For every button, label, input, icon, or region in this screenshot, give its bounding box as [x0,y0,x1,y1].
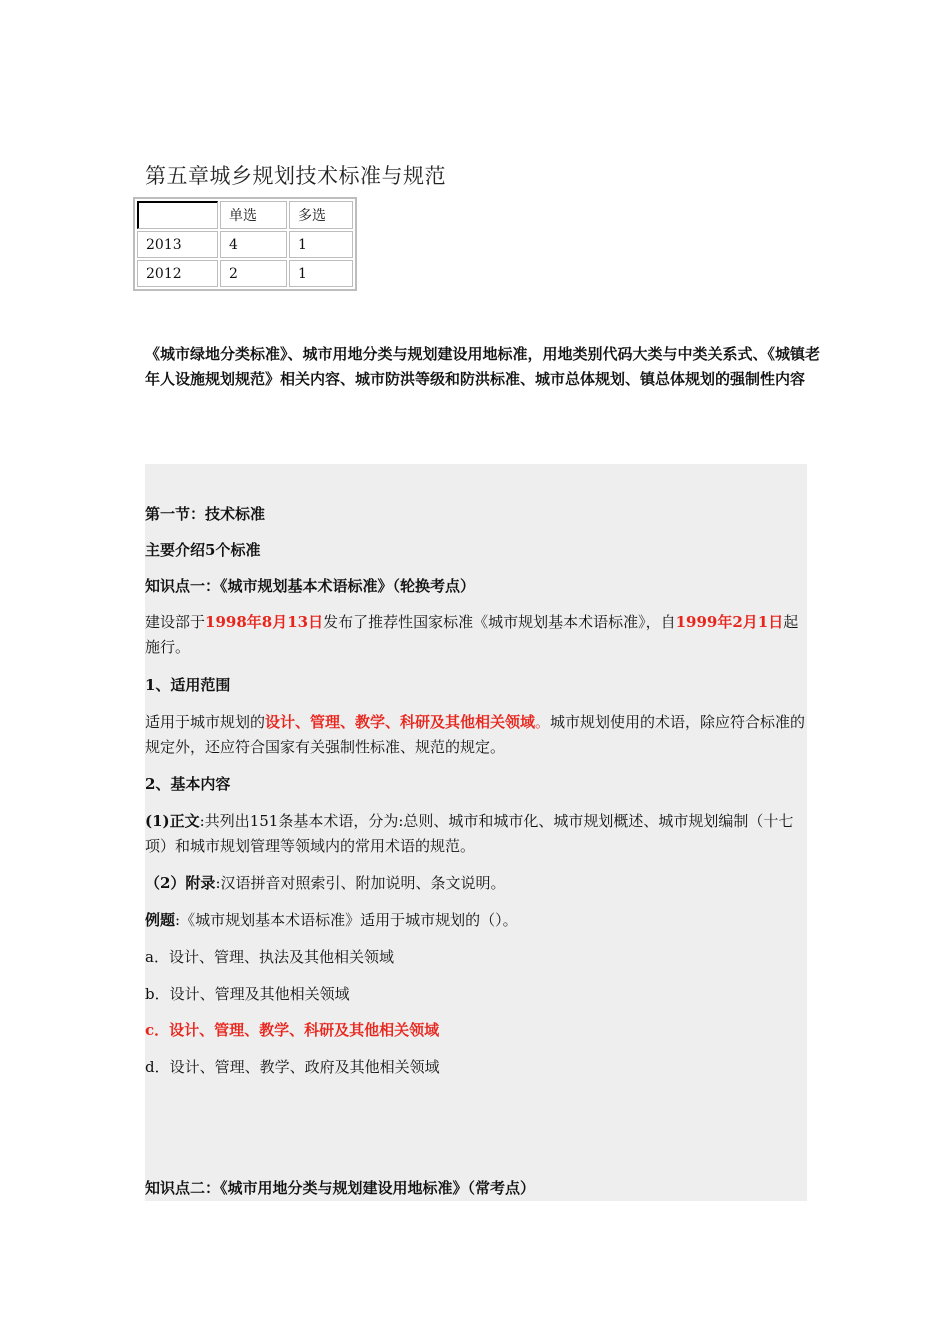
heading-content: 2、基本内容 [145,775,231,793]
header-single-choice: 单选 [220,201,287,229]
p4-text: :汉语拼音对照索引、附加说明、条文说明。 [215,874,506,892]
table-header-row [137,201,353,229]
paragraph-main-text [145,809,807,859]
table-row [137,260,353,287]
paragraph-issue-date [145,610,807,660]
knowledge-point-1: 知识点一：《城市规划基本术语标准》（轮换考点） [145,577,476,595]
row-single-count: 2 [220,260,287,287]
content-panel [145,464,807,1201]
p2-scope-fields: 设计、管理、教学、科研及其他相关领域 [265,713,536,731]
option-d: d．设计、管理、教学、政府及其他相关领域 [145,1058,440,1076]
p1-text-b: 发布了推荐性国家标准《城市规划基本术语标准》，自 [323,613,676,631]
header-multi-choice: 多选 [289,201,353,229]
paragraph-scope [145,710,807,760]
row-year: 2012 [137,260,218,287]
table-corner-cell [137,201,218,229]
exam-stats-table [133,197,357,291]
knowledge-point-2: 知识点二：《城市用地分类与规划建设用地标准》（常考点） [145,1179,536,1197]
p3-label: (1)正文 [145,812,200,830]
p1-text-a: 建设部于 [145,613,206,631]
page-title: 第五章城乡规划技术标准与规范 [145,164,446,188]
option-c-correct: c．设计、管理、教学、科研及其他相关领域 [145,1021,440,1039]
row-year: 2013 [137,231,218,258]
p2-period: 。 [535,713,551,731]
example-label: 例题 [145,911,176,929]
p1-date-issued: 1998年8月13日 [205,613,324,631]
p4-label: （2）附录 [145,874,216,892]
p2-text-b: 城市规划使用的术语，除应符合标准的规定外，还应符合国家有关强制性标准、规范的规定。 [145,713,806,756]
section-heading: 第一节：技术标准 [145,505,266,523]
table-row [137,231,353,258]
row-single-count: 4 [220,231,287,258]
option-a: a．设计、管理、执法及其他相关领域 [145,948,394,966]
key-topics-summary: 《城市绿地分类标准》、城市用地分类与规划建设用地标准，用地类别代码大类与中类关系式、《城镇老年人设施规划规范》相关内容、城市防洪等级和防洪标准、城市总体规划、镇总体规划的强制性内容 [145,345,821,388]
row-multi-count: 1 [289,231,353,258]
row-multi-count: 1 [289,260,353,287]
heading-scope: 1、适用范围 [145,676,231,694]
example-question [145,908,807,933]
example-text: :《城市规划基本术语标准》适用于城市规划的（）。 [175,911,518,929]
p2-text-a: 适用于城市规划的 [145,713,266,731]
option-b: b．设计、管理及其他相关领域 [145,985,350,1003]
p3-text: :共列出151条基本术语，分为:总则、城市和城市化、城市规划概述、城市规划编制（十七项）和城市规划管理等领域内的常用术语的规范。 [145,812,794,855]
p1-date-effective: 1999年2月1日 [675,613,784,631]
p1-text-c: 起施行。 [145,613,799,656]
section-intro: 主要介绍5个标准 [145,541,261,559]
paragraph-appendix [145,871,807,896]
